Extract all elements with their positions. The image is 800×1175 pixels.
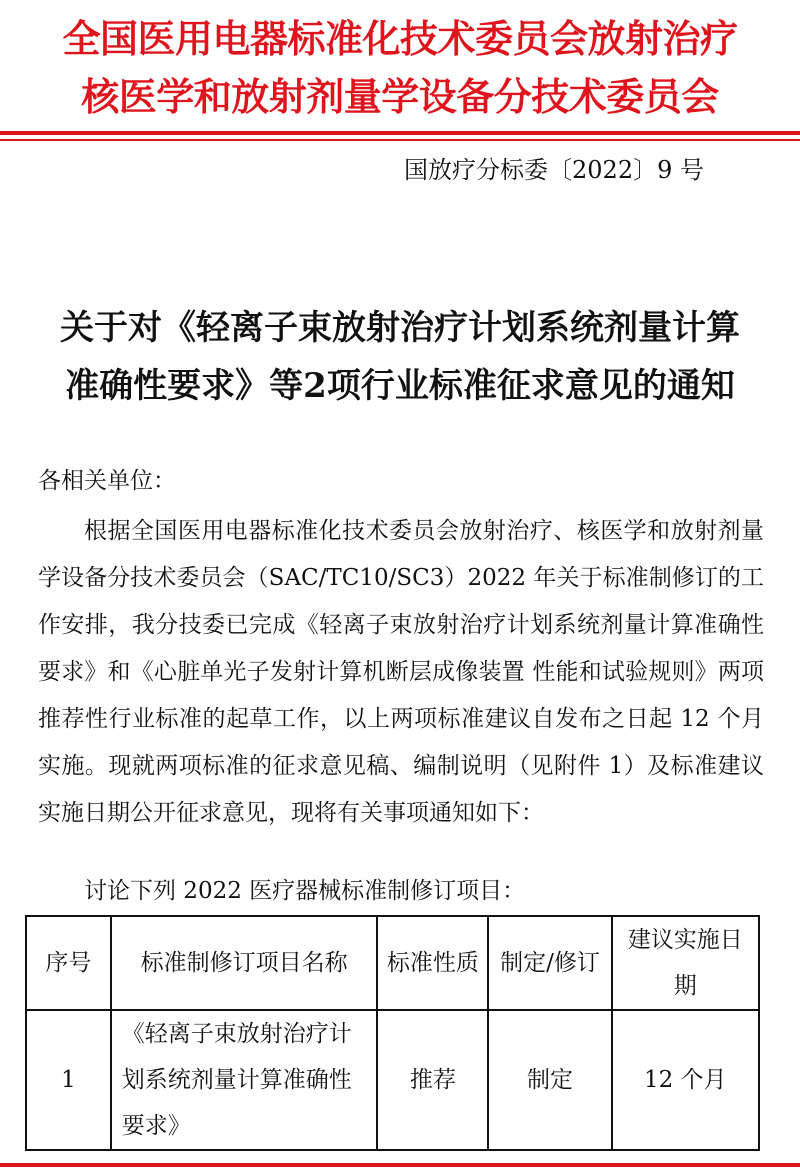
table-header-row xyxy=(26,916,759,1010)
header-rule-thick xyxy=(0,131,800,135)
header-type: 制定/修订 xyxy=(488,916,611,1010)
header-serial: 序号 xyxy=(26,916,111,1010)
cell-nature: 推荐 xyxy=(377,1010,488,1150)
issuer-header-line-2: 核医学和放射剂量学设备分技术委员会 xyxy=(81,75,719,119)
table-row xyxy=(26,1010,759,1150)
header-project-name: 标准制修订项目名称 xyxy=(111,916,378,1010)
cell-project-name: 《轻离子束放射治疗计划系统剂量计算准确性要求》 xyxy=(111,1010,378,1150)
cell-implementation-date: 12 个月 xyxy=(612,1010,759,1150)
header-implementation-date: 建议实施日期 xyxy=(612,916,759,1010)
notice-title-line-2: 准确性要求》等2项行业标准征求意见的通知 xyxy=(65,366,735,406)
issuer-header-line-1: 全国医用电器标准化技术委员会放射治疗 xyxy=(62,17,738,61)
notice-title-line-1: 关于对《轻离子束放射治疗计划系统剂量计算 xyxy=(60,308,740,348)
header-rule-thin xyxy=(0,139,800,141)
table-intro: 讨论下列 2022 医疗器械标准制修订项目： xyxy=(84,878,526,904)
standards-table xyxy=(25,915,760,1151)
body-paragraph: 根据全国医用电器标准化技术委员会放射治疗、核医学和放射剂量学设备分技术委员会（SAC/TC10/SC3）2022 年关于标准制修订的工作安排，我分技委已完成《轻离子束放射治疗计划系统剂量计算准确性要求》和《心脏单光子发射计算机断层成像装置 性能和试验规则》两项推荐性行业标准的起草工作，以上两项标准建议自发布之日起 12 个月实施。现就两项标准的征求意见稿、编制说明（见附件 1）及标准建议实施日期公开征求意见，现将有关事项通知如下： xyxy=(38,518,764,826)
header-nature: 标准性质 xyxy=(377,916,488,1010)
cell-type: 制定 xyxy=(488,1010,611,1150)
cell-serial: 1 xyxy=(26,1010,111,1150)
document-number: 国放疗分标委〔2022〕9 号 xyxy=(404,156,704,184)
salutation: 各相关单位： xyxy=(38,468,176,494)
footer-rule xyxy=(0,1163,800,1167)
